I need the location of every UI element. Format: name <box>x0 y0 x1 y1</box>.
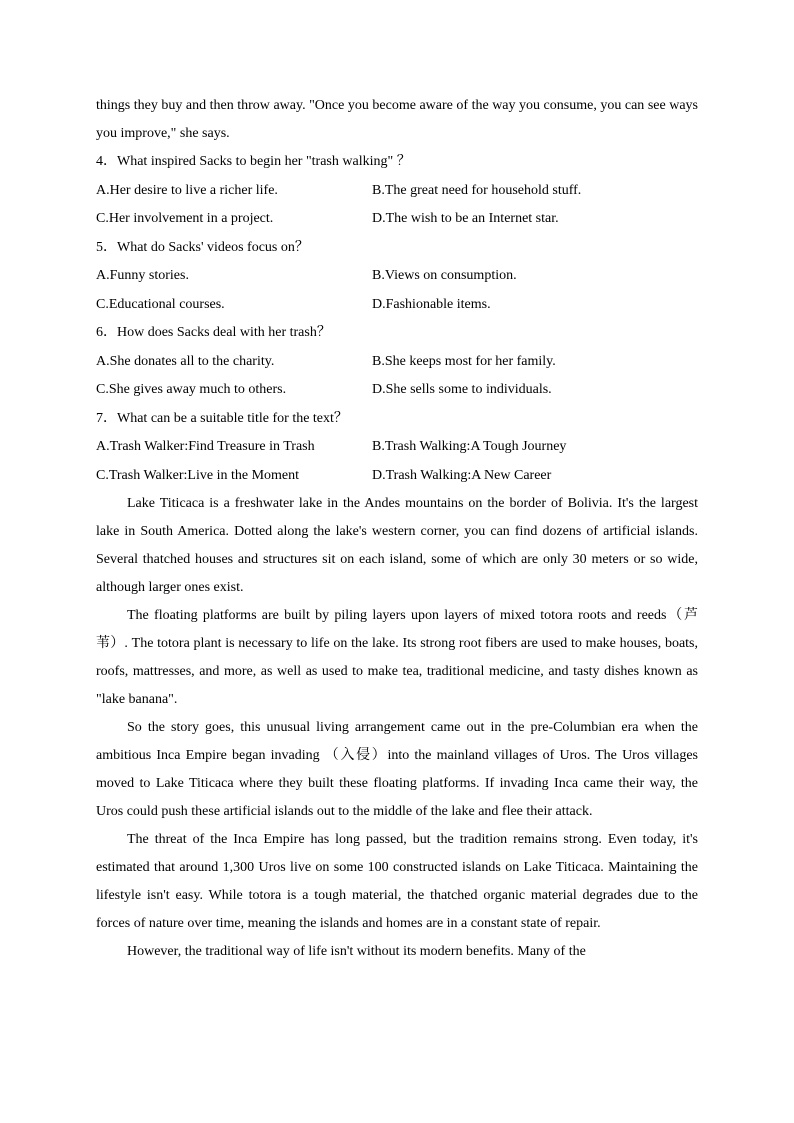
question-7: 7．What can be a suitable title for the text？ <box>96 410 348 426</box>
option-c: C.Her involvement in a project. <box>96 211 274 226</box>
option-d: D.She sells some to individuals. <box>372 382 552 397</box>
options-row <box>96 262 698 291</box>
option-a: A.She donates all to the charity. <box>96 353 275 369</box>
options-row <box>96 177 698 206</box>
question-4: 4．What inspired Sacks to begin her "trash walking" ？ <box>96 154 411 169</box>
reading-passage <box>96 490 698 966</box>
question-5: 5．What do Sacks' videos focus on？ <box>96 239 309 255</box>
passage-paragraph: So the story goes, this unusual living arrangement came out in the pre-Columbian era when the ambitious Inca Empire began invading （入侵）into the mainland villages of Uros. The Uros villages moved to Lake Titicaca where they built these floating platforms. If invading Inca came their way, the Uros could push these artificial islands out to the middle of the lake and flee their attack. <box>96 720 698 819</box>
options-row <box>96 376 698 405</box>
options-row <box>96 433 698 462</box>
option-b: B.Trash Walking:A Tough Journey <box>372 439 567 454</box>
option-c: C.Trash Walker:Live in the Moment <box>96 467 300 483</box>
options-row <box>96 291 698 320</box>
options-row <box>96 462 698 491</box>
document-page <box>96 92 698 966</box>
option-b: B.The great need for household stuff. <box>372 182 582 198</box>
passage-paragraph: The threat of the Inca Empire has long passed, but the tradition remains strong. Even today, it's estimated that around 1,300 Uros live on some 100 constructed islands on Lake Titicaca. Maintaining the lifestyle isn't easy. While totora is a tough material, the thatched organic material degrades due to the forces of nature over time, meaning the islands and homes are in a constant state of repair. <box>96 832 698 931</box>
options-row <box>96 348 698 377</box>
passage-paragraph: However, the traditional way of life isn't without its modern benefits. Many of the <box>127 944 586 959</box>
option-a: A.Funny stories. <box>96 268 189 283</box>
option-a: A.Her desire to live a richer life. <box>96 182 278 198</box>
option-b: B.Views on consumption. <box>372 268 517 283</box>
option-d: D.The wish to be an Internet star. <box>372 211 559 226</box>
option-a: A.Trash Walker:Find Treasure in Trash <box>96 439 315 454</box>
option-d: D.Fashionable items. <box>372 296 491 312</box>
option-c: C.She gives away much to others. <box>96 382 287 397</box>
intro-paragraph: things they buy and then throw away. "Once you become aware of the way you consume, you can see ways you improve," she says. <box>96 98 698 141</box>
options-row <box>96 205 698 234</box>
option-c: C.Educational courses. <box>96 296 225 312</box>
option-b: B.She keeps most for her family. <box>372 353 556 369</box>
passage-paragraph: The floating platforms are built by piling layers upon layers of mixed totora roots and reeds（芦苇）. The totora plant is necessary to life on the lake. Its strong root fibers are used to make houses, boats, roofs, mattresses, and more, as well as used to make tea, traditional medicine, and tasty dishes known as "lake banana". <box>96 608 698 707</box>
passage-paragraph: Lake Titicaca is a freshwater lake in the Andes mountains on the border of Bolivia. It's the largest lake in South America. Dotted along the lake's western corner, you can find dozens of artificial islands. Several thatched houses and structures sit on each island, some of which are only 30 meters or so wide, although larger ones exist. <box>96 496 698 595</box>
question-block <box>96 148 698 490</box>
option-d: D.Trash Walking:A New Career <box>372 467 552 483</box>
question-6: 6．How does Sacks deal with her trash？ <box>96 325 331 340</box>
